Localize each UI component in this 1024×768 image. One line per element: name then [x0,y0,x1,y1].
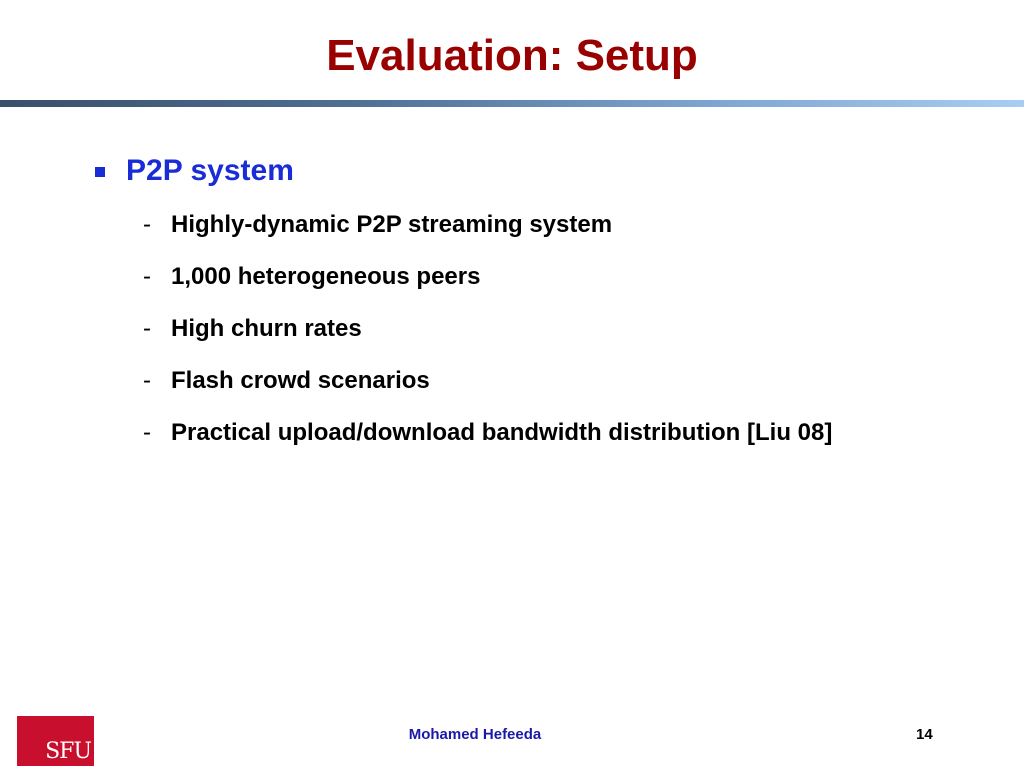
logo-text: SFU [45,739,91,764]
dash-icon: - [143,367,151,394]
main-bullet-label: P2P system [126,154,294,187]
dash-icon: - [143,211,151,238]
sub-bullet-item [143,312,832,364]
sub-bullet-text: Flash crowd scenarios [171,367,430,394]
sub-bullet-text: Practical upload/download bandwidth distribution [Liu 08] [171,419,833,446]
dash-icon: - [143,419,151,446]
sub-bullet-item [143,364,832,416]
dash-icon: - [143,315,151,342]
footer-author: Mohamed Hefeeda [408,726,542,743]
sub-bullet-text: 1,000 heterogeneous peers [171,263,481,290]
main-bullet [95,152,294,190]
sub-bullet-item [143,260,832,312]
page-number: 14 [916,726,933,743]
title-divider [0,100,1024,107]
sub-bullet-item [143,208,832,260]
sub-bullet-text: Highly-dynamic P2P streaming system [171,211,613,238]
sub-bullet-item [143,416,832,468]
slide-title: Evaluation: Setup [326,31,698,80]
square-bullet-icon [95,167,105,177]
sub-bullet-text: High churn rates [171,315,362,342]
dash-icon: - [143,263,151,290]
sub-bullet-list [143,208,832,468]
